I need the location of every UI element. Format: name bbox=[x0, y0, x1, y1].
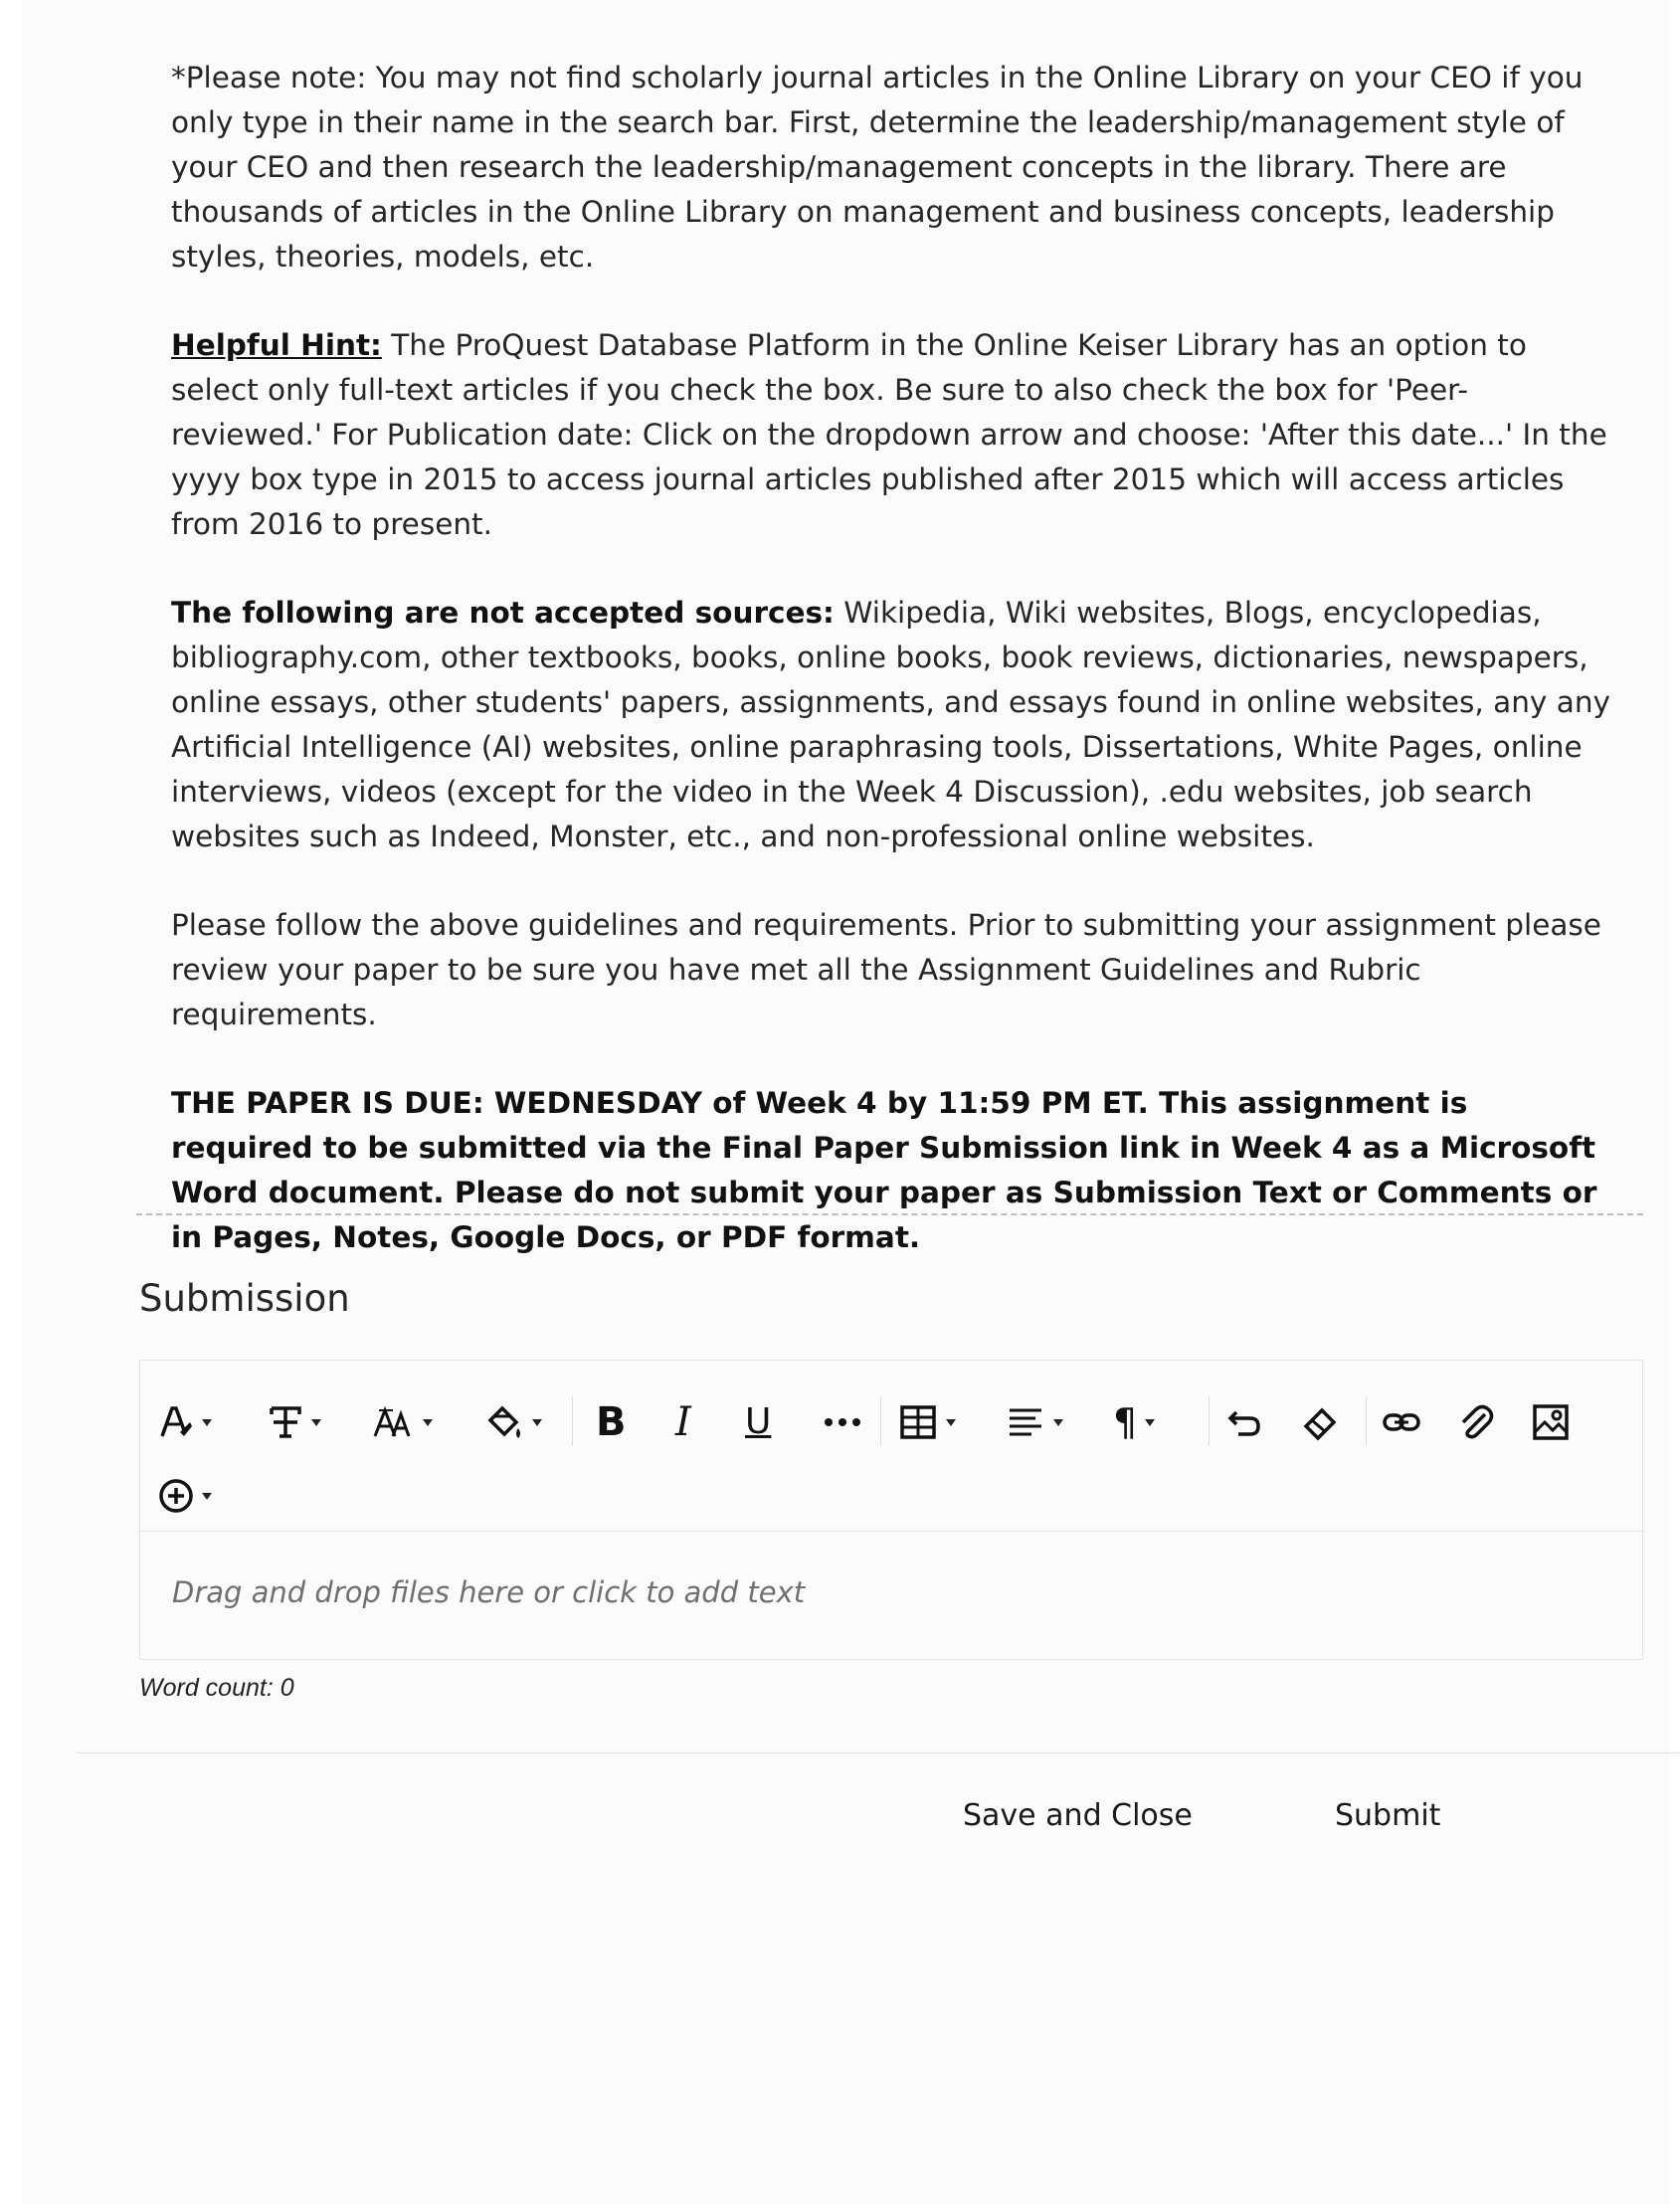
attach-icon bbox=[1455, 1402, 1495, 1442]
library-note: *Please note: You may not find scholarly journal articles in the Online Library on your CEO if you only type in their name in the search bar. First, determine the leadership/management style of your CEO and then research the leadership/management concepts in the library. There are thousands of articles in the Online Library on management and business concepts, leadership styles, theories, models, etc. bbox=[171, 61, 1584, 274]
clear-format-button[interactable] bbox=[1300, 1392, 1340, 1452]
helpful-hint-text: The ProQuest Database Platform in the Online Keiser Library has an option to select only full-text articles if you check the box. Be sure to also check the box for 'Peer-reviewed.' For Publication date: Click on the dropdown arrow and choose: 'After this date...' In the yyyy box type in 2015 to access journal articles published after 2015 which will access articles from 2016 to present. bbox=[171, 328, 1607, 541]
chevron-down-icon bbox=[311, 1419, 321, 1426]
chevron-down-icon bbox=[532, 1419, 542, 1426]
chevron-down-icon bbox=[946, 1419, 956, 1426]
text-style-button[interactable] bbox=[268, 1392, 321, 1452]
text-style-icon bbox=[268, 1402, 303, 1442]
helpful-hint-label: Helpful Hint: bbox=[171, 328, 382, 362]
chevron-down-icon bbox=[1145, 1419, 1155, 1426]
editor-placeholder: Drag and drop files here or click to add text bbox=[172, 1575, 806, 1609]
due-date-note: THE PAPER IS DUE: WEDNESDAY of Week 4 by 11:59 PM ET. This assignment is required to be submitted via the Final Paper Submission link in Week 4 as a Microsoft Word document. Please do not submit your paper as Submission Text or Comments or in Pages, Notes, Google Docs, or PDF format. bbox=[171, 1086, 1597, 1254]
more-button[interactable] bbox=[823, 1392, 862, 1452]
image-button[interactable] bbox=[1531, 1392, 1571, 1452]
insert-button[interactable] bbox=[158, 1466, 212, 1526]
paragraph-button[interactable] bbox=[1113, 1392, 1155, 1452]
link-icon bbox=[1382, 1402, 1421, 1442]
assignment-instructions bbox=[171, 56, 1613, 1304]
text-color-icon bbox=[158, 1402, 194, 1442]
submit-button[interactable]: Submit bbox=[1335, 1798, 1441, 1833]
sources-label: The following are not accepted sources: bbox=[171, 596, 835, 630]
editor-content-area[interactable] bbox=[140, 1532, 1642, 1661]
footer-divider bbox=[77, 1752, 1680, 1753]
section-divider bbox=[136, 1213, 1643, 1215]
helpful-hint bbox=[171, 323, 1613, 547]
underline-icon: U bbox=[745, 1401, 772, 1442]
bold-button[interactable] bbox=[596, 1392, 627, 1452]
font-size-icon bbox=[373, 1402, 415, 1442]
table-button[interactable] bbox=[898, 1392, 956, 1452]
toolbar-separator bbox=[572, 1396, 573, 1446]
highlight-button[interactable] bbox=[484, 1392, 542, 1452]
toolbar-separator bbox=[1209, 1396, 1210, 1446]
not-accepted-sources bbox=[171, 591, 1613, 859]
chevron-down-icon bbox=[202, 1419, 212, 1426]
undo-icon bbox=[1224, 1402, 1264, 1442]
paragraph-icon: ¶ bbox=[1113, 1400, 1138, 1444]
sources-text: Wikipedia, Wiki websites, Blogs, encyclopedias, bibliography.com, other textbooks, books, online books, book reviews, dictionaries, newspapers, online essays, other students' papers, assignments, and essays found in online websites, any any Artificial Intelligence (AI) websites, online paraphrasing tools, Dissertations, White Pages, online interviews, videos (except for the video in the Week 4 Discussion), .edu websites, job search websites such as Indeed, Monster, etc., and non-professional online websites. bbox=[171, 596, 1610, 853]
font-size-button[interactable] bbox=[373, 1392, 433, 1452]
table-icon bbox=[898, 1402, 938, 1442]
text-color-button[interactable] bbox=[158, 1392, 212, 1452]
align-button[interactable] bbox=[1006, 1392, 1063, 1452]
attach-button[interactable] bbox=[1455, 1392, 1495, 1452]
toolbar-separator bbox=[1366, 1396, 1367, 1446]
bold-icon: B bbox=[596, 1399, 627, 1445]
italic-button[interactable] bbox=[675, 1392, 691, 1452]
insert-icon bbox=[158, 1478, 194, 1514]
word-count: Word count: 0 bbox=[139, 1674, 294, 1702]
guidelines-note: Please follow the above guidelines and requirements. Prior to submitting your assignment please review your paper to be sure you have met all the Assignment Guidelines and Rubric requirements. bbox=[171, 908, 1601, 1031]
more-icon bbox=[823, 1402, 862, 1442]
chevron-down-icon bbox=[423, 1419, 433, 1426]
clear-format-icon bbox=[1300, 1402, 1340, 1442]
highlight-icon bbox=[484, 1402, 524, 1442]
editor-toolbar bbox=[140, 1361, 1642, 1532]
submission-title: Submission bbox=[139, 1277, 350, 1320]
chevron-down-icon bbox=[202, 1493, 212, 1500]
undo-button[interactable] bbox=[1224, 1392, 1264, 1452]
image-icon bbox=[1531, 1402, 1571, 1442]
toolbar-separator bbox=[880, 1396, 881, 1446]
chevron-down-icon bbox=[1053, 1419, 1063, 1426]
page bbox=[22, 0, 1669, 2204]
save-and-close-button[interactable]: Save and Close bbox=[963, 1798, 1193, 1833]
link-button[interactable] bbox=[1382, 1392, 1421, 1452]
italic-icon: I bbox=[675, 1399, 691, 1445]
underline-button[interactable] bbox=[745, 1392, 771, 1452]
align-icon bbox=[1006, 1402, 1045, 1442]
submission-editor bbox=[139, 1360, 1643, 1660]
